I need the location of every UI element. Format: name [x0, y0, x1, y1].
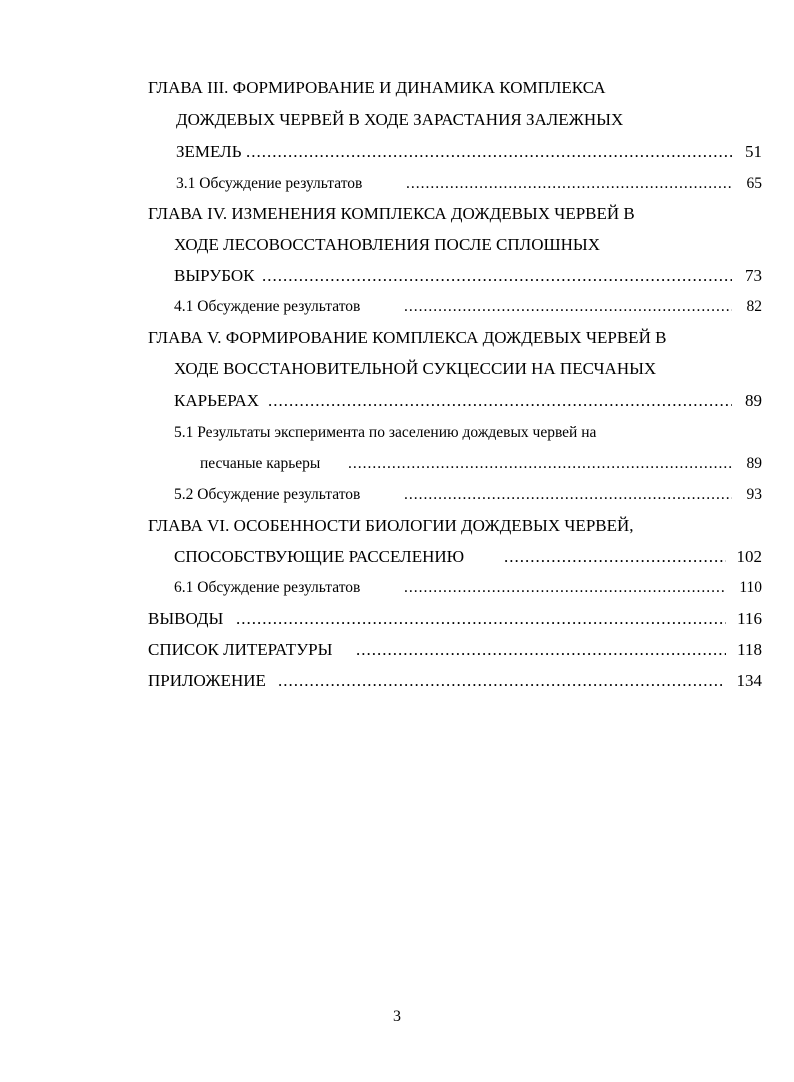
toc-ch3-page: 51: [745, 142, 762, 161]
toc-ch5-line1: [0, 324, 794, 352]
toc-s61-page: 110: [739, 579, 762, 596]
toc-leader-dots: [404, 481, 732, 509]
toc-s61-title: 6.1 Обсуждение результатов: [174, 579, 361, 596]
toc-ch4-title-line3: ВЫРУБОК: [174, 266, 255, 285]
toc-ch3-title-line2: ДОЖДЕВЫХ ЧЕРВЕЙ В ХОДЕ ЗАРАСТАНИЯ ЗАЛЕЖНЫХ: [176, 110, 624, 129]
toc-leader-dots: [504, 543, 726, 571]
toc-ch3-line2: [0, 106, 794, 134]
toc-ch4-line2: [0, 231, 794, 259]
toc-s52-page: 93: [746, 486, 762, 503]
toc-references-page: 118: [737, 640, 762, 659]
toc-s41: [0, 293, 794, 321]
toc-ch3-title-line3: ЗЕМЕЛЬ: [176, 142, 242, 161]
toc-leader-dots: [348, 450, 732, 478]
toc-s31-page: 65: [746, 175, 762, 192]
toc-leader-dots: [404, 574, 726, 602]
toc-s51-line1: [0, 419, 794, 447]
toc-ch5-title-line3: КАРЬЕРАХ: [174, 391, 260, 410]
toc-leader-dots: [356, 636, 726, 664]
toc-ch4-title-line1: ГЛАВА IV. ИЗМЕНЕНИЯ КОМПЛЕКСА ДОЖДЕВЫХ ЧЕРВЕЙ В: [148, 204, 635, 223]
toc-s52-title: 5.2 Обсуждение результатов: [174, 486, 361, 503]
toc-ch3-line1: [0, 74, 794, 102]
toc-leader-dots: [278, 667, 722, 695]
toc-s52: [0, 481, 794, 509]
toc-conclusions-page: 116: [737, 609, 762, 628]
toc-ch4-line1: [0, 200, 794, 228]
toc-ch6-title-line1: ГЛАВА VI. ОСОБЕННОСТИ БИОЛОГИИ ДОЖДЕВЫХ ЧЕРВЕЙ,: [148, 516, 634, 535]
toc-ch5-line3: [0, 387, 794, 415]
toc-appendix: [0, 667, 794, 695]
toc-leader-dots: [268, 387, 732, 415]
toc-references-title: СПИСОК ЛИТЕРАТУРЫ: [148, 640, 333, 659]
toc-s51-title-line2: песчаные карьеры: [200, 455, 321, 472]
toc-ch3-line3: [0, 138, 794, 166]
toc-ch6-title-line2: СПОСОБСТВУЮЩИЕ РАССЕЛЕНИЮ: [174, 547, 465, 566]
toc-leader-dots: [262, 262, 732, 290]
toc-ch5-page: 89: [745, 391, 762, 410]
toc-s51-line2: [0, 450, 794, 478]
toc-ch4-line3: [0, 262, 794, 290]
toc-leader-dots: [404, 293, 732, 321]
toc-ch4-page: 73: [745, 266, 762, 285]
toc-ch5-line2: [0, 355, 794, 383]
toc-references: [0, 636, 794, 664]
toc-ch6-line2: [0, 543, 794, 571]
toc-ch6-line1: [0, 512, 794, 540]
toc-conclusions-title: ВЫВОДЫ: [148, 609, 224, 628]
toc-appendix-title: ПРИЛОЖЕНИЕ: [148, 671, 266, 690]
toc-s31-title: 3.1 Обсуждение результатов: [176, 175, 363, 192]
page-number: 3: [393, 1008, 401, 1025]
toc-ch3-title-line1: ГЛАВА III. ФОРМИРОВАНИЕ И ДИНАМИКА КОМПЛЕКСА: [148, 78, 606, 97]
toc-s41-page: 82: [746, 298, 762, 315]
toc-s51-title-line1: 5.1 Результаты эксперимента по заселению дождевых червей на: [174, 424, 597, 441]
toc-s31: [0, 170, 794, 198]
toc-ch6-page: 102: [736, 547, 762, 566]
toc-appendix-page: 134: [736, 671, 762, 690]
toc-conclusions: [0, 605, 794, 633]
toc-ch5-title-line1: ГЛАВА V. ФОРМИРОВАНИЕ КОМПЛЕКСА ДОЖДЕВЫХ ЧЕРВЕЙ В: [148, 328, 667, 347]
toc-ch5-title-line2: ХОДЕ ВОССТАНОВИТЕЛЬНОЙ СУКЦЕССИИ НА ПЕСЧАНЫХ: [174, 359, 657, 378]
toc-leader-dots: [236, 605, 726, 633]
toc-s61: [0, 574, 794, 602]
toc-ch4-title-line2: ХОДЕ ЛЕСОВОССТАНОВЛЕНИЯ ПОСЛЕ СПЛОШНЫХ: [174, 235, 601, 254]
toc-leader-dots: [406, 170, 732, 198]
toc-s41-title: 4.1 Обсуждение результатов: [174, 298, 361, 315]
toc-leader-dots: [246, 138, 732, 166]
toc-s51-page: 89: [746, 455, 762, 472]
